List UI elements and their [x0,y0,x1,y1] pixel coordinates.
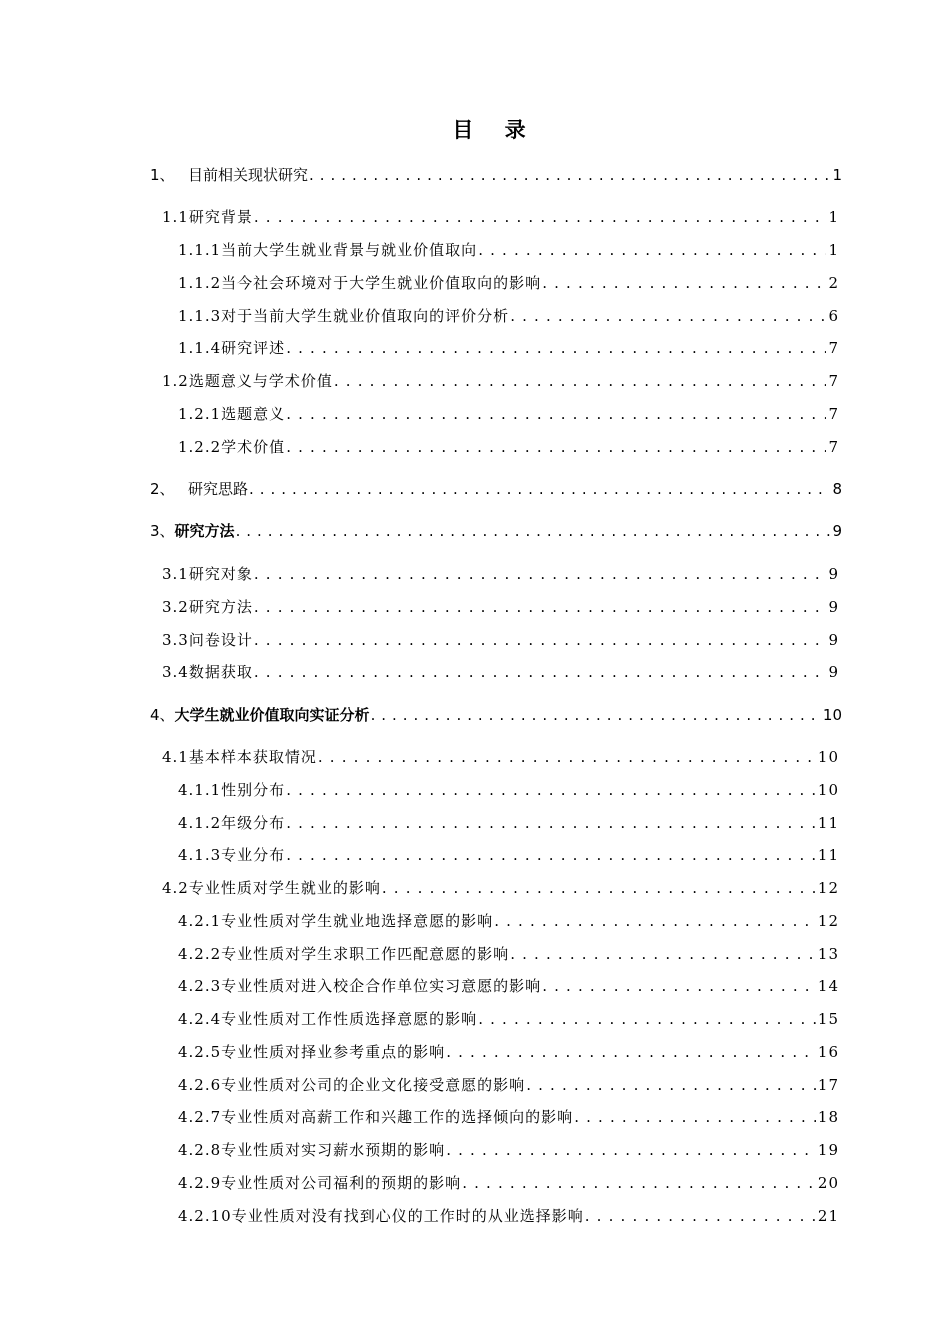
toc-page-number: 1 [832,166,842,184]
toc-number: 3.1 [162,565,189,583]
toc-page-number: 13 [817,945,839,963]
toc-leader-dots [286,811,816,835]
toc-number: 4.2 [162,879,189,897]
toc-label: 基本样本获取情况 [188,748,317,766]
toc-label: 专业性质对学生就业的影响 [188,879,381,897]
toc-leader-dots [494,909,816,933]
toc-page-number: 9 [828,631,839,649]
toc-number: 4.2.10 [178,1207,232,1225]
toc-page-number: 19 [817,1141,839,1159]
toc-page-number: 21 [817,1207,839,1225]
toc-label: 目前相关现状研究 [188,166,309,184]
toc-leader-dots [254,205,827,229]
toc-page-number: 10 [817,748,839,766]
toc-number: 4.2.8 [178,1141,222,1159]
toc-label: 研究对象 [188,565,253,583]
toc-label: 专业性质对实习薪水预期的影响 [221,1141,446,1159]
toc-entry-4-2-8[interactable] [178,1138,839,1162]
toc-leader-dots [286,435,826,459]
toc-number: 1、 [150,166,175,184]
toc-leader-dots [585,1204,816,1228]
toc-entry-1-2[interactable] [162,369,839,393]
toc-label: 当今社会环境对于大学生就业价值取向的影响 [221,274,542,292]
toc-label: 选题意义与学术价值 [188,372,333,390]
toc-number: 1.1.4 [178,339,222,357]
toc-label: 当前大学生就业背景与就业价值取向 [221,241,478,259]
toc-entry-1-1-3[interactable] [178,304,839,328]
toc-page-number: 7 [828,438,839,456]
toc-entry-3[interactable] [150,519,842,543]
toc-page-number: 6 [828,307,839,325]
toc-page-number: 7 [828,372,839,390]
toc-entry-1[interactable] [150,163,842,187]
toc-entry-4-1[interactable] [162,745,839,769]
toc-entry-4-2-2[interactable] [178,942,839,966]
toc-entry-1-2-2[interactable] [178,435,839,459]
toc-leader-dots [286,778,816,802]
toc-page-number: 12 [817,879,839,897]
toc-leader-dots [371,703,821,727]
toc-leader-dots [510,942,816,966]
toc-entry-4-2-6[interactable] [178,1073,839,1097]
toc-number: 1.2.2 [178,438,222,456]
toc-entry-4-2-4[interactable] [178,1007,839,1031]
toc-entry-1-1-2[interactable] [178,271,839,295]
toc-number: 1.1.3 [178,307,222,325]
toc-entry-1-1-1[interactable] [178,238,839,262]
toc-number: 3.2 [162,598,189,616]
toc-page-number: 15 [817,1010,839,1028]
toc-number: 3、 [150,522,175,540]
toc-number: 4.2.9 [178,1174,222,1192]
toc-page-number: 18 [817,1108,839,1126]
toc-number: 4.2.2 [178,945,222,963]
page-title: 目 录 [452,118,538,142]
toc-page-number: 9 [828,663,839,681]
toc-leader-dots [254,660,827,684]
toc-page-number: 8 [832,480,842,498]
toc-entry-1-1-4[interactable] [178,336,839,360]
toc-entry-4-2-7[interactable] [178,1105,839,1129]
toc-leader-dots [382,876,816,900]
toc-label: 专业性质对公司的企业文化接受意愿的影响 [221,1076,526,1094]
toc-page-number: 2 [828,274,839,292]
toc-number: 4.2.7 [178,1108,222,1126]
toc-label: 研究背景 [188,208,253,226]
toc-label: 年级分布 [221,814,286,832]
toc-page-number: 17 [817,1076,839,1094]
toc-entry-3-1[interactable] [162,562,839,586]
toc-number: 4.2.3 [178,977,222,995]
toc-entry-4-1-2[interactable] [178,811,839,835]
toc-entry-2[interactable] [150,477,842,501]
toc-label: 专业性质对工作性质选择意愿的影响 [221,1010,478,1028]
toc-label: 专业性质对高薪工作和兴趣工作的选择倾向的影响 [221,1108,574,1126]
toc-number: 4.1 [162,748,189,766]
toc-page-number: 9 [828,565,839,583]
toc-number: 1.2.1 [178,405,222,423]
toc-number: 4.2.5 [178,1043,222,1061]
toc-leader-dots [478,1007,816,1031]
toc-label: 学术价值 [221,438,286,456]
toc-label: 专业性质对公司福利的预期的影响 [221,1174,462,1192]
toc-label: 问卷设计 [188,631,253,649]
toc-leader-dots [286,402,826,426]
toc-number: 4.1.3 [178,846,222,864]
toc-number: 4、 [150,706,175,724]
toc-number: 3.3 [162,631,189,649]
toc-page-number: 10 [822,706,842,724]
toc-number: 1.1.1 [178,241,222,259]
toc-page-number: 10 [817,781,839,799]
toc-page-number: 11 [817,814,839,832]
toc-page-number: 9 [832,522,842,540]
toc-leader-dots [574,1105,816,1129]
toc-page-number: 11 [817,846,839,864]
toc-label: 专业性质对没有找到心仪的工作时的从业选择影响 [231,1207,584,1225]
toc-label: 专业性质对学生求职工作匹配意愿的影响 [221,945,510,963]
toc-leader-dots [446,1040,816,1064]
toc-entry-3-2[interactable] [162,595,839,619]
toc-label: 研究评述 [221,339,286,357]
toc-leader-dots [446,1138,816,1162]
toc-entry-4[interactable] [150,703,842,727]
toc-leader-dots [478,238,826,262]
toc-page-number: 20 [817,1174,839,1192]
toc-number: 1.1 [162,208,189,226]
toc-leader-dots [462,1171,816,1195]
toc-label: 对于当前大学生就业价值取向的评价分析 [221,307,510,325]
toc-leader-dots [249,477,830,501]
toc-number: 4.1.2 [178,814,222,832]
toc-leader-dots [286,843,816,867]
toc-entry-4-2[interactable] [162,876,839,900]
toc-entry-4-2-5[interactable] [178,1040,839,1064]
toc-page-number: 16 [817,1043,839,1061]
toc-label: 数据获取 [188,663,253,681]
toc-label: 专业分布 [221,846,286,864]
toc-entry-4-2-9[interactable] [178,1171,839,1195]
toc-page-number: 12 [817,912,839,930]
toc-label: 选题意义 [221,405,286,423]
toc-label: 专业性质对学生就业地选择意愿的影响 [221,912,494,930]
toc-label: 研究思路 [188,480,249,498]
toc-entry-4-1-3[interactable] [178,843,839,867]
toc-page-number: 1 [828,208,839,226]
toc-number: 4.2.1 [178,912,222,930]
toc-entry-3-3[interactable] [162,628,839,652]
toc-page-number: 14 [817,977,839,995]
toc-label: 大学生就业价值取向实证分析 [174,706,370,724]
toc-entry-1-1[interactable] [162,205,839,229]
toc-number: 4.2.4 [178,1010,222,1028]
toc-label: 专业性质对进入校企合作单位实习意愿的影响 [221,977,542,995]
toc-number: 1.2 [162,372,189,390]
toc-entry-1-2-1[interactable] [178,402,839,426]
toc-page-number: 9 [828,598,839,616]
toc-leader-dots [542,974,816,998]
toc-entry-4-2-10[interactable] [178,1204,839,1228]
toc-leader-dots [526,1073,816,1097]
toc-entry-4-1-1[interactable] [178,778,839,802]
toc-leader-dots [542,271,826,295]
toc-leader-dots [334,369,827,393]
toc-entry-3-4[interactable] [162,660,839,684]
toc-leader-dots [254,628,827,652]
toc-label: 专业性质对择业参考重点的影响 [221,1043,446,1061]
toc-page-number: 7 [828,339,839,357]
toc-label: 研究方法 [188,598,253,616]
toc-page-number: 1 [828,241,839,259]
toc-leader-dots [286,336,826,360]
toc-leader-dots [254,595,827,619]
toc-leader-dots [254,562,827,586]
toc-entry-4-2-3[interactable] [178,974,839,998]
toc-leader-dots [309,163,830,187]
toc-entry-4-2-1[interactable] [178,909,839,933]
toc-number: 1.1.2 [178,274,222,292]
toc-page-number: 7 [828,405,839,423]
toc-number: 4.1.1 [178,781,222,799]
toc-number: 3.4 [162,663,189,681]
toc-leader-dots [318,745,816,769]
toc-number: 4.2.6 [178,1076,222,1094]
toc-number: 2、 [150,480,175,498]
toc-label: 研究方法 [174,522,235,540]
toc-leader-dots [236,519,831,543]
toc-leader-dots [510,304,826,328]
toc-label: 性别分布 [221,781,286,799]
